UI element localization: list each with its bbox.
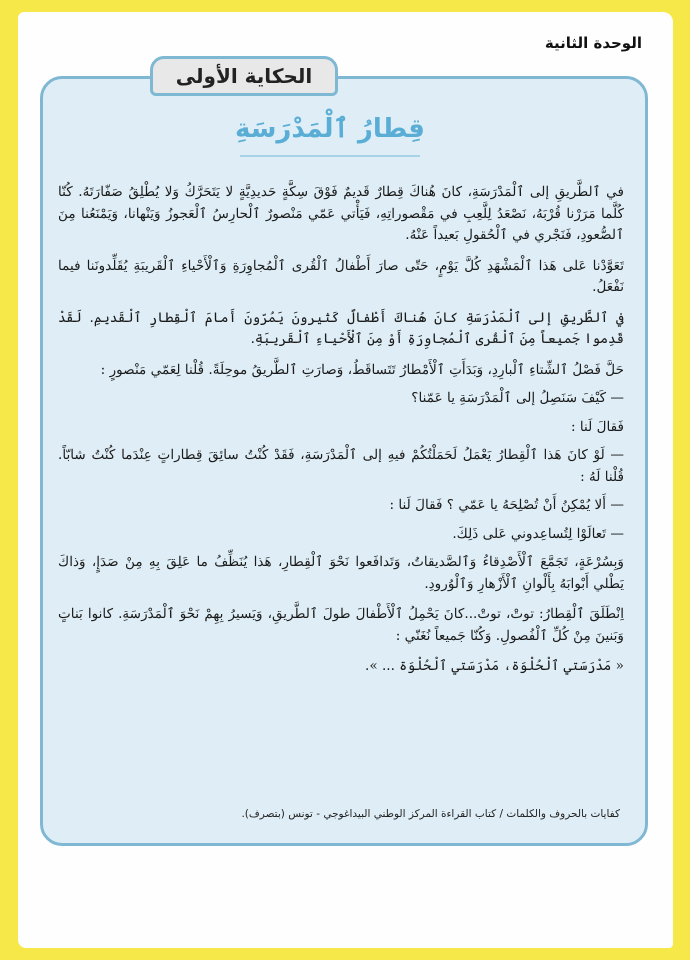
dialogue-line: — أَلا يُمْكِنُ أَنْ تُصْلِحَهُ يا عَمّي ؟ فَقالَ لَنا : — [389, 497, 624, 513]
dialogue-line: — لَوْ كانَ هَذا ٱلْقِطارُ يَعْمَلُ لَحَمَلْتُكُمْ فيهِ إلى ٱلْمَدْرَسَةِ، فَقَدْ كُنْتُ سائِقَ قِطاراتٍ عِنْدَما كُنْتُ شابّاً. قُلْنا لَهُ : — [58, 447, 624, 485]
dialogue-line: — تَعالَوْا لِتُساعِدوني عَلى ذَلِكَ. — [452, 525, 624, 542]
paragraph: تَعَوَّدْنا عَلى هَذا ٱلْمَشْهَدِ كُلَّ يَوْمٍ، حَتّى صارَ أَطْفالُ ٱلْقُرى ٱلْمُجاوِرَةِ وَٱلْأَحْياءِ ٱلْقَريبَةِ يُقَلِّدونَنا فيما نَفْعَلُ. — [58, 257, 624, 295]
paragraph: وَبِسُرْعَةٍ، تَجَمَّعَ ٱلْأَصْدِقاءُ وَٱلصَّديقاتُ، وَتَدافَعوا نَحْوَ ٱلْقِطارِ، هَذا يُنَظِّفُ ما عَلِقَ بِهِ مِنْ صَدَإٍ، وَذاكَ يَطْلي أَبْوابَهُ بِأَلْوانِ ٱلْأَزْهارِ وَٱلْوُرودِ. — [58, 554, 624, 592]
dialogue-line: فَقالَ لَنا : — [570, 418, 624, 435]
source-citation: كفايات بالحروف والكلمات / كتاب القراءة المركز الوطني البيداغوجي - تونس (بتصرف). — [241, 808, 620, 820]
paragraph: حَلَّ فَصْلُ ٱلشِّتاءِ ٱلْبارِدِ، وَبَدَأَتِ ٱلْأَمْطارُ تَتَساقَطُ، وَصارَتِ ٱلطَّريقُ موحِلَةً. قُلْنا لِعَمّي مَنْصورٍ : — [100, 361, 624, 378]
dialogue-line: — كَيْفَ سَنَصِلُ إلى ٱلْمَدْرَسَةِ يا عَمّنا؟ — [411, 390, 624, 406]
song-line: « مَدْرَسَتي ٱلْحُلْوَة، مَدْرَسَتي ٱلْحُلْوَة ... ». — [365, 658, 624, 674]
story-tab-title: الحكاية الأولى — [150, 56, 338, 96]
paragraph: في ٱلطَّريقِ إلى ٱلْمَدْرَسَةِ كانَ هُناكَ أَطْفالٌ كَثيرونَ يَمُرّونَ أَمامَ ٱلْقِطارِ ٱلْقَديمِ. لَقَدْ قَدِموا جَميعاً مِنَ ٱلْقُرى ٱلْمُجاوِرَةِ أَوْ مِنَ ٱلْأَحْياءِ ٱلْقَريبَةِ. — [58, 309, 624, 347]
paragraph: اِنْطَلَقَ ٱلْقِطارُ: توتْ، توتْ...كانَ يَحْمِلُ ٱلْأَطْفالَ طولَ ٱلطَّريقِ، وَيَسيرُ بِهِمْ نَحْوَ ٱلْمَدْرَسَةِ. كانوا بَناتٍ وَبَنينَ مِنْ كُلِّ ٱلْفُصولِ. وَكُنّا جَميعاً نُغَنّي : — [58, 606, 624, 644]
unit-label: الوحدة الثانية — [544, 34, 642, 52]
story-text — [58, 182, 624, 687]
paragraph: في ٱلطَّريقِ إلى ٱلْمَدْرَسَةِ، كانَ هُناكَ قِطارٌ قَديمٌ فَوْقَ سِكَّةٍ حَديدِيَّةٍ لا يَتَحَرَّكُ وَلا يُطْلِقُ صَفّارَتَهُ. كُنّا كُلَّما مَرَرْنا قُرْبَهُ، نَصْعَدُ لِلَّعِبِ في مَقْصوراتِهِ، فَيَأْتي عَمّي مَنْصورٌ ٱلْحارِسُ ٱلْعَجوزُ وَيَنْهانا، وَيَمْنَعُنا مِنَ ٱلصُّعودِ، فَنَجْري في ٱلْحُقولِ بَعيداً عَنْهُ. — [58, 184, 624, 243]
story-title: قِطارُ ٱلْمَدْرَسَةِ — [235, 114, 425, 144]
title-underline — [240, 155, 420, 157]
